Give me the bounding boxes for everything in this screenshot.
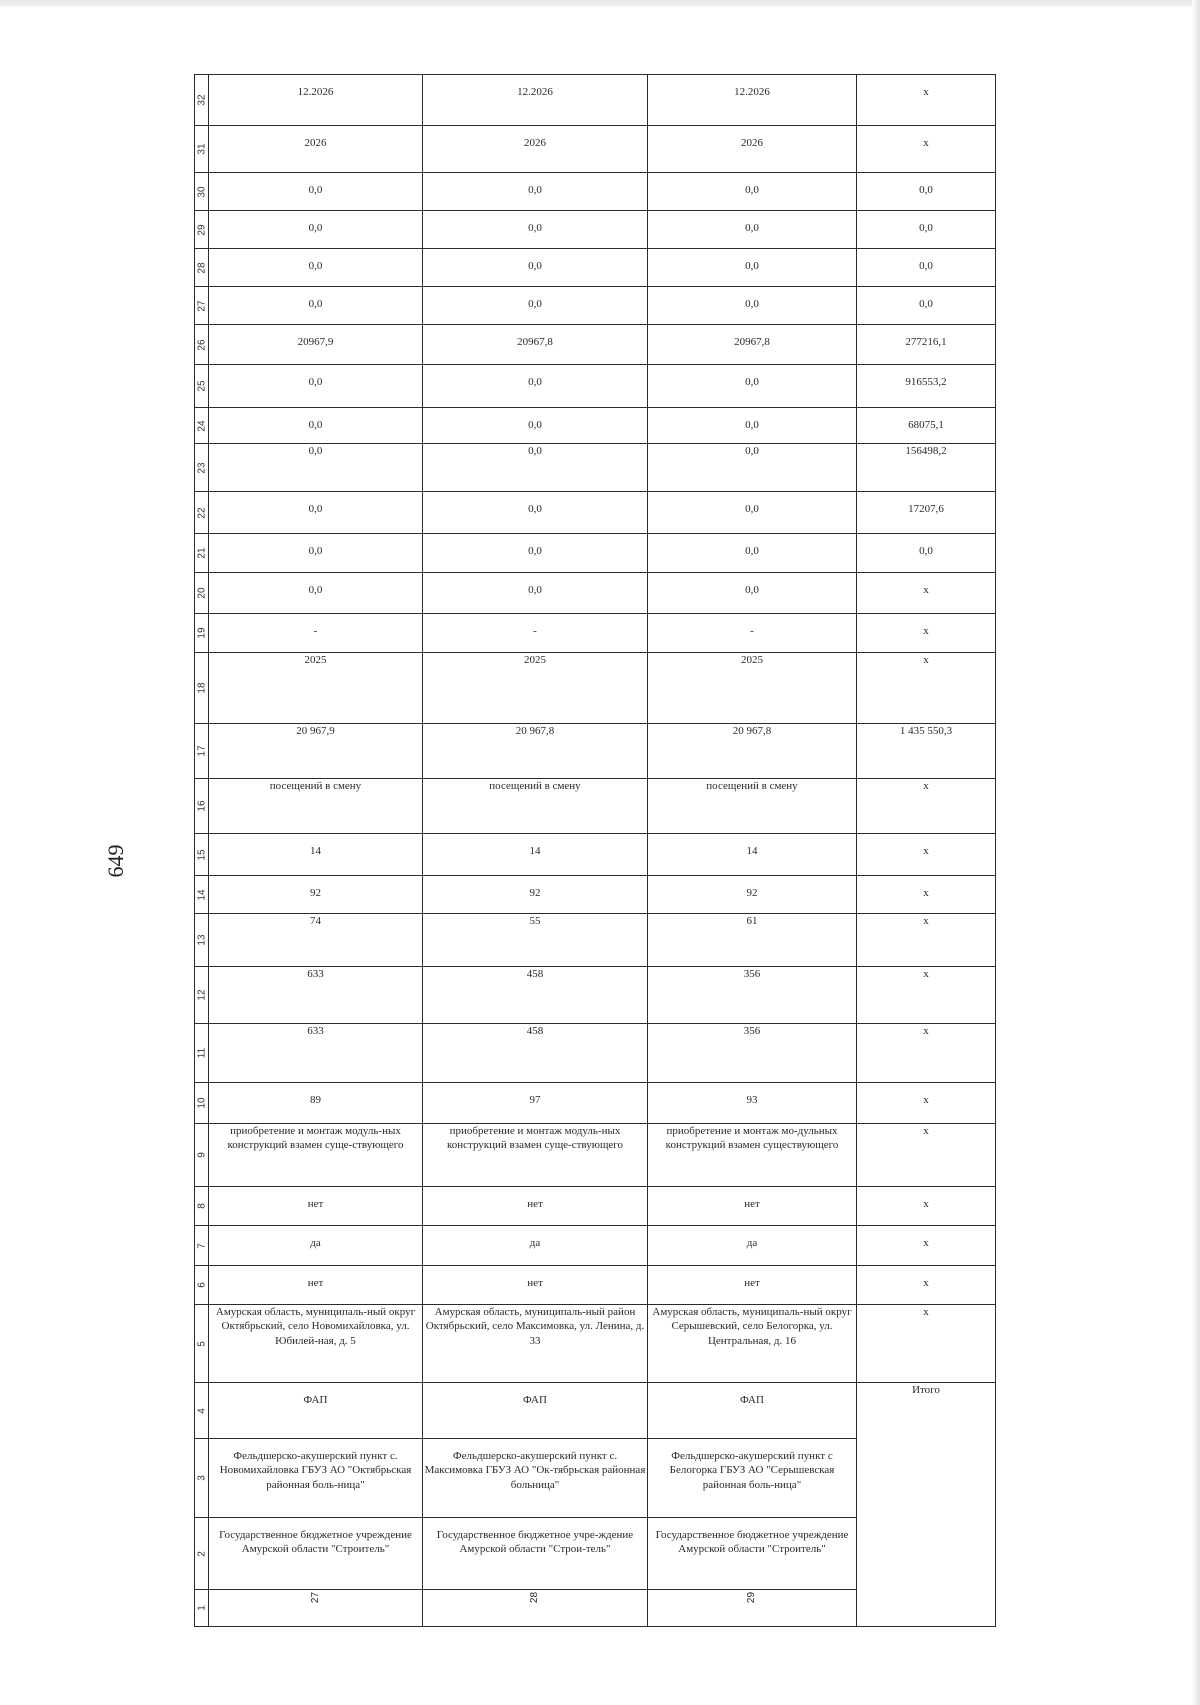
row-number-label: 1 xyxy=(196,1605,207,1611)
object-cell-1: 12.2026 xyxy=(209,75,423,126)
page-number: 649 xyxy=(103,844,128,878)
total-cell: x xyxy=(857,1124,996,1187)
object-cell-3: Амурская область, муниципаль-ный округ Серышевский, село Белогорка, ул. Центральная, д. 16 xyxy=(648,1305,857,1383)
object-cell-2: посещений в смену xyxy=(423,779,648,834)
row-number-label: 8 xyxy=(196,1203,207,1209)
object-cell-2: 0,0 xyxy=(423,211,648,249)
object-cell-3: посещений в смену xyxy=(648,779,857,834)
table-row xyxy=(195,75,996,126)
row-number-label: 26 xyxy=(196,338,207,351)
total-cell: x xyxy=(857,967,996,1024)
object-cell-3: 0,0 xyxy=(648,365,857,408)
row-number xyxy=(195,573,209,614)
row-number xyxy=(195,325,209,365)
table-row xyxy=(195,1226,996,1266)
total-cell: x xyxy=(857,126,996,173)
table-row xyxy=(195,173,996,211)
table-row xyxy=(195,1124,996,1187)
object-cell-2: 14 xyxy=(423,834,648,876)
row-number xyxy=(195,492,209,534)
object-type-cell-3: ФАП xyxy=(648,1383,857,1439)
facility-name-cell-3: Фельдшерско-акушерский пункт с Белогорка ГБУЗ АО "Серышевская районная боль-ница" xyxy=(648,1439,857,1518)
object-cell-2: 92 xyxy=(423,876,648,914)
object-cell-2: 0,0 xyxy=(423,573,648,614)
object-cell-2: 12.2026 xyxy=(423,75,648,126)
total-cell: 17207,6 xyxy=(857,492,996,534)
object-cell-2: 0,0 xyxy=(423,365,648,408)
table-row xyxy=(195,325,996,365)
row-number xyxy=(195,779,209,834)
object-cell-2: 97 xyxy=(423,1083,648,1124)
object-cell-2: 20 967,8 xyxy=(423,724,648,779)
row-number-label: 6 xyxy=(196,1282,207,1288)
row-number-label: 22 xyxy=(196,506,207,519)
object-cell-1: 0,0 xyxy=(209,573,423,614)
row-number xyxy=(195,408,209,444)
object-cell-3: 0,0 xyxy=(648,287,857,325)
table-row xyxy=(195,492,996,534)
object-cell-3: 20967,8 xyxy=(648,325,857,365)
row-number-label: 18 xyxy=(196,682,207,694)
object-id-label: 27 xyxy=(310,1591,321,1604)
scan-edge-top xyxy=(0,0,1200,7)
object-cell-1: посещений в смену xyxy=(209,779,423,834)
object-cell-2: 2025 xyxy=(423,653,648,724)
row-number xyxy=(195,724,209,779)
row-number xyxy=(195,534,209,573)
row-number-label: 28 xyxy=(196,261,207,274)
object-id-label: 29 xyxy=(746,1591,758,1604)
table-row xyxy=(195,1024,996,1083)
object-cell-1: - xyxy=(209,614,423,653)
object-cell-1: 633 xyxy=(209,967,423,1024)
row-number xyxy=(195,1590,209,1627)
row-number-label: 15 xyxy=(196,848,207,861)
row-number-label: 25 xyxy=(196,380,207,392)
row-number xyxy=(195,914,209,967)
object-cell-3: 2025 xyxy=(648,653,857,724)
object-cell-3: 92 xyxy=(648,876,857,914)
table-row xyxy=(195,444,996,492)
total-label: Итого xyxy=(912,1384,940,1396)
row-number xyxy=(195,876,209,914)
table-row xyxy=(195,1266,996,1305)
total-cell: x xyxy=(857,1083,996,1124)
row-number xyxy=(195,1124,209,1187)
facility-name-cell-2: Фельдшерско-акушерский пункт с. Максимовка ГБУЗ АО "Ок-тябрьская районная больница" xyxy=(423,1439,648,1518)
row-number-label: 5 xyxy=(196,1340,207,1347)
total-cell: 277216,1 xyxy=(857,325,996,365)
row-number-label: 7 xyxy=(196,1242,207,1249)
object-cell-1: нет xyxy=(209,1266,423,1305)
table-row xyxy=(195,653,996,724)
total-cell: x xyxy=(857,1226,996,1266)
row-number xyxy=(195,287,209,325)
object-cell-3: 14 xyxy=(648,834,857,876)
row-number xyxy=(195,1024,209,1083)
table-row xyxy=(195,724,996,779)
object-cell-1: 2026 xyxy=(209,126,423,173)
row-number xyxy=(195,249,209,287)
total-label-cell xyxy=(857,1383,996,1627)
total-cell: x xyxy=(857,914,996,967)
row-number-label: 14 xyxy=(196,888,207,901)
row-number-label: 10 xyxy=(196,1097,207,1109)
object-type-cell-2: ФАП xyxy=(423,1383,648,1439)
table-row xyxy=(195,914,996,967)
total-cell: 0,0 xyxy=(857,534,996,573)
object-cell-3: 61 xyxy=(648,914,857,967)
total-cell: x xyxy=(857,653,996,724)
row-number xyxy=(195,1439,209,1518)
object-cell-1: 20 967,9 xyxy=(209,724,423,779)
row-number xyxy=(195,1518,209,1590)
total-cell: 0,0 xyxy=(857,249,996,287)
row-number xyxy=(195,614,209,653)
row-number xyxy=(195,1305,209,1383)
table-row xyxy=(195,614,996,653)
organization-cell-2: Государственное бюджетное учре-ждение Амурской области "Строи-тель" xyxy=(423,1518,648,1590)
row-number xyxy=(195,444,209,492)
total-cell: x xyxy=(857,614,996,653)
object-cell-3: нет xyxy=(648,1187,857,1226)
row-number-label: 12 xyxy=(196,989,207,1001)
row-number xyxy=(195,173,209,211)
table-row xyxy=(195,365,996,408)
object-cell-3: 356 xyxy=(648,1024,857,1083)
object-cell-2: 0,0 xyxy=(423,408,648,444)
table-row xyxy=(195,287,996,325)
organization-cell-3: Государственное бюджетное учреждение Амурской области "Строитель" xyxy=(648,1518,857,1590)
object-cell-3: 0,0 xyxy=(648,444,857,492)
object-cell-3: 0,0 xyxy=(648,173,857,211)
table-row xyxy=(195,779,996,834)
object-id-cell-1 xyxy=(209,1590,423,1627)
object-cell-3: 0,0 xyxy=(648,573,857,614)
total-cell: 156498,2 xyxy=(857,444,996,492)
table-row xyxy=(195,1383,996,1439)
row-number-label: 21 xyxy=(196,547,207,559)
object-cell-1: да xyxy=(209,1226,423,1266)
object-cell-1: нет xyxy=(209,1187,423,1226)
object-id-cell-2 xyxy=(423,1590,648,1627)
object-cell-1: 89 xyxy=(209,1083,423,1124)
row-number-label: 32 xyxy=(196,94,207,106)
object-cell-1: 74 xyxy=(209,914,423,967)
object-cell-2: 0,0 xyxy=(423,173,648,211)
object-cell-2: да xyxy=(423,1226,648,1266)
object-cell-1: 0,0 xyxy=(209,444,423,492)
object-cell-1: 0,0 xyxy=(209,365,423,408)
object-cell-1: 92 xyxy=(209,876,423,914)
row-number-label: 3 xyxy=(196,1475,207,1481)
row-number xyxy=(195,126,209,173)
object-cell-2: 458 xyxy=(423,967,648,1024)
table-row xyxy=(195,1187,996,1226)
object-cell-1: приобретение и монтаж модуль-ных конструкций взамен суще-ствующего xyxy=(209,1124,423,1187)
row-number-label: 20 xyxy=(196,587,207,599)
facility-name-cell-1: Фельдшерско-акушерский пункт с. Новомихайловка ГБУЗ АО "Октябрьская районная боль-ница" xyxy=(209,1439,423,1518)
row-number-label: 9 xyxy=(196,1152,207,1158)
object-cell-3: 2026 xyxy=(648,126,857,173)
row-number xyxy=(195,1383,209,1439)
scan-edge-right xyxy=(1192,0,1200,1705)
object-cell-2: нет xyxy=(423,1266,648,1305)
row-number-label: 2 xyxy=(196,1550,207,1557)
object-cell-2: 458 xyxy=(423,1024,648,1083)
total-cell: 1 435 550,3 xyxy=(857,724,996,779)
table-row xyxy=(195,534,996,573)
object-cell-1: 20967,9 xyxy=(209,325,423,365)
object-type-cell-1: ФАП xyxy=(209,1383,423,1439)
row-number-label: 31 xyxy=(196,143,207,155)
table-row xyxy=(195,211,996,249)
object-cell-3: 0,0 xyxy=(648,408,857,444)
total-cell: x xyxy=(857,1024,996,1083)
object-cell-1: Амурская область, муниципаль-ный округ Октябрьский, село Новомихайловка, ул. Юбилей-ная, д. 5 xyxy=(209,1305,423,1383)
total-cell: 916553,2 xyxy=(857,365,996,408)
total-cell: x xyxy=(857,834,996,876)
object-cell-3: да xyxy=(648,1226,857,1266)
row-number-label: 16 xyxy=(196,800,207,812)
object-cell-3: 0,0 xyxy=(648,534,857,573)
total-cell: x xyxy=(857,779,996,834)
object-cell-2: 55 xyxy=(423,914,648,967)
data-table xyxy=(194,74,996,1627)
organization-cell-1: Государственное бюджетное учреждение Амурской области "Строитель" xyxy=(209,1518,423,1590)
row-number-label: 11 xyxy=(196,1047,207,1059)
total-cell: x xyxy=(857,75,996,126)
total-cell: 0,0 xyxy=(857,287,996,325)
object-cell-2: приобретение и монтаж модуль-ных конструкций взамен суще-ствующего xyxy=(423,1124,648,1187)
total-cell: x xyxy=(857,1305,996,1383)
object-cell-2: нет xyxy=(423,1187,648,1226)
total-cell: x xyxy=(857,876,996,914)
row-number-label: 29 xyxy=(196,223,207,236)
object-cell-2: - xyxy=(423,614,648,653)
object-cell-2: 0,0 xyxy=(423,492,648,534)
table-row xyxy=(195,126,996,173)
object-cell-1: 2025 xyxy=(209,653,423,724)
object-cell-2: 0,0 xyxy=(423,287,648,325)
row-number xyxy=(195,967,209,1024)
object-cell-3: 0,0 xyxy=(648,249,857,287)
row-number-label: 30 xyxy=(196,185,207,198)
table-row xyxy=(195,876,996,914)
object-cell-2: Амурская область, муниципаль-ный район Октябрьский, село Максимовка, ул. Ленина, д. 33 xyxy=(423,1305,648,1383)
object-id-label: 28 xyxy=(529,1591,541,1604)
object-cell-1: 0,0 xyxy=(209,492,423,534)
total-cell: 0,0 xyxy=(857,173,996,211)
object-cell-2: 0,0 xyxy=(423,444,648,492)
row-number-label: 4 xyxy=(196,1407,207,1414)
object-cell-3: 0,0 xyxy=(648,492,857,534)
object-cell-1: 633 xyxy=(209,1024,423,1083)
object-cell-1: 0,0 xyxy=(209,249,423,287)
table-row xyxy=(195,834,996,876)
total-cell: 0,0 xyxy=(857,211,996,249)
object-cell-1: 0,0 xyxy=(209,534,423,573)
object-cell-3: 93 xyxy=(648,1083,857,1124)
table-row xyxy=(195,249,996,287)
table-row xyxy=(195,1305,996,1383)
row-number-label: 19 xyxy=(196,627,207,639)
total-cell: x xyxy=(857,1187,996,1226)
object-cell-1: 0,0 xyxy=(209,408,423,444)
object-cell-3: 20 967,8 xyxy=(648,724,857,779)
row-number xyxy=(195,1266,209,1305)
object-id-cell-3 xyxy=(648,1590,857,1627)
row-number xyxy=(195,1226,209,1266)
object-cell-3: нет xyxy=(648,1266,857,1305)
object-cell-1: 14 xyxy=(209,834,423,876)
row-number-label: 24 xyxy=(196,419,207,432)
total-cell: 68075,1 xyxy=(857,408,996,444)
table-row xyxy=(195,967,996,1024)
table-row xyxy=(195,408,996,444)
row-number xyxy=(195,653,209,724)
object-cell-2: 2026 xyxy=(423,126,648,173)
row-number xyxy=(195,834,209,876)
total-cell: x xyxy=(857,573,996,614)
object-cell-3: приобретение и монтаж мо-дульных конструкций взамен существующего xyxy=(648,1124,857,1187)
row-number-label: 23 xyxy=(196,461,207,474)
row-number xyxy=(195,1083,209,1124)
table-row xyxy=(195,1083,996,1124)
object-cell-3: 356 xyxy=(648,967,857,1024)
object-cell-2: 0,0 xyxy=(423,534,648,573)
table-row xyxy=(195,573,996,614)
object-cell-1: 0,0 xyxy=(209,287,423,325)
row-number xyxy=(195,1187,209,1226)
row-number-label: 27 xyxy=(196,299,207,312)
table-body xyxy=(195,75,996,1627)
object-cell-3: - xyxy=(648,614,857,653)
row-number xyxy=(195,211,209,249)
row-number-label: 17 xyxy=(196,745,207,757)
object-cell-1: 0,0 xyxy=(209,173,423,211)
object-cell-3: 12.2026 xyxy=(648,75,857,126)
row-number xyxy=(195,365,209,408)
row-number-label: 13 xyxy=(196,934,207,946)
object-cell-2: 20967,8 xyxy=(423,325,648,365)
object-cell-1: 0,0 xyxy=(209,211,423,249)
row-number xyxy=(195,75,209,126)
object-cell-2: 0,0 xyxy=(423,249,648,287)
object-cell-3: 0,0 xyxy=(648,211,857,249)
total-cell: x xyxy=(857,1266,996,1305)
